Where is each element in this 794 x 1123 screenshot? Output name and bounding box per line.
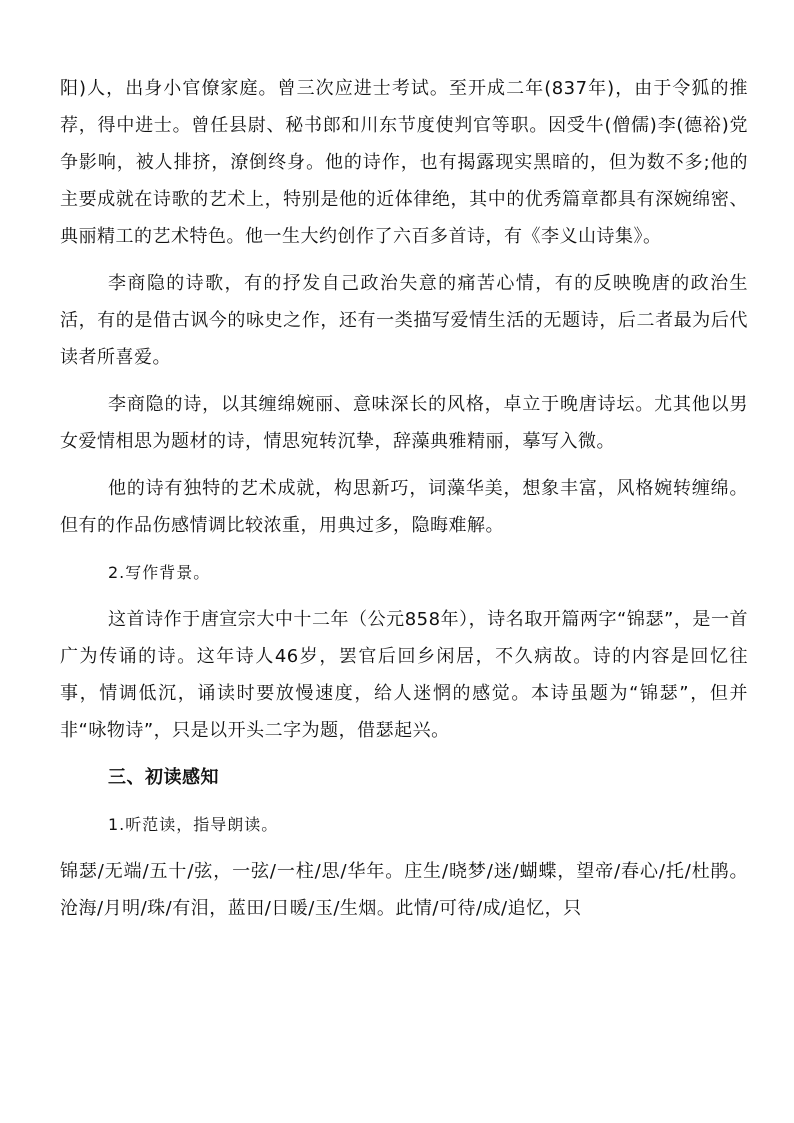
section-heading-first-reading: 三、初读感知 — [108, 767, 219, 788]
paragraph-artistic-achievement: 他的诗有独特的艺术成就，构思新巧，词藻华美，想象丰富，风格婉转缠绵。但有的作品伤感情调比较浓重，用典过多，隐晦难解。 — [60, 478, 748, 536]
paragraph-reading-rhythm: 锦瑟/无端/五十/弦，一弦/一柱/思/华年。庄生/晓梦/迷/蝴蝶，望帝/春心/托/杜鹃。沧海/月明/珠/有泪，蓝田/日暖/玉/生烟。此情/可待/成/追忆，只 — [60, 861, 748, 919]
item-writing-background: 2.写作背景。 — [108, 563, 211, 582]
item-listen-model-reading: 1.听范读，指导朗读。 — [108, 815, 279, 834]
document-body — [60, 70, 748, 927]
paragraph-writing-background: 这首诗作于唐宣宗大中十二年（公元858年），诗名取开篇两字“锦瑟”，是一首广为传诵的诗。这年诗人46岁，罢官后回乡闲居，不久病故。诗的内容是回忆往事，情调低沉，诵读时要放慢速度，给人迷惘的感觉。本诗虽题为“锦瑟”，但并非“咏物诗”，只是以开头二字为题，借瑟起兴。 — [60, 609, 748, 741]
paragraph-poetry-style: 李商隐的诗，以其缠绵婉丽、意味深长的风格，卓立于晚唐诗坛。尤其他以男女爱情相思为题材的诗，情思宛转沉挚，辞藻典雅精丽，摹写入微。 — [60, 394, 748, 452]
paragraph-poetry-types: 李商隐的诗歌，有的抒发自己政治失意的痛苦心情，有的反映晚唐的政治生活，有的是借古讽今的咏史之作，还有一类描写爱情生活的无题诗，后二者最为后代读者所喜爱。 — [60, 273, 748, 368]
paragraph-biography: 阳)人，出身小官僚家庭。曾三次应进士考试。至开成二年(837年)，由于令狐的推荐，得中进士。曾任县尉、秘书郎和川东节度使判官等职。因受牛(僧儒)李(德裕)党争影响，被人排挤，潦倒终身。他的诗作，也有揭露现实黑暗的，但为数不多;他的主要成就在诗歌的艺术上，特别是他的近体律绝，其中的优秀篇章都具有深婉绵密、典丽精工的艺术特色。他一生大约创作了六百多首诗，有《李义山诗集》。 — [60, 78, 748, 247]
